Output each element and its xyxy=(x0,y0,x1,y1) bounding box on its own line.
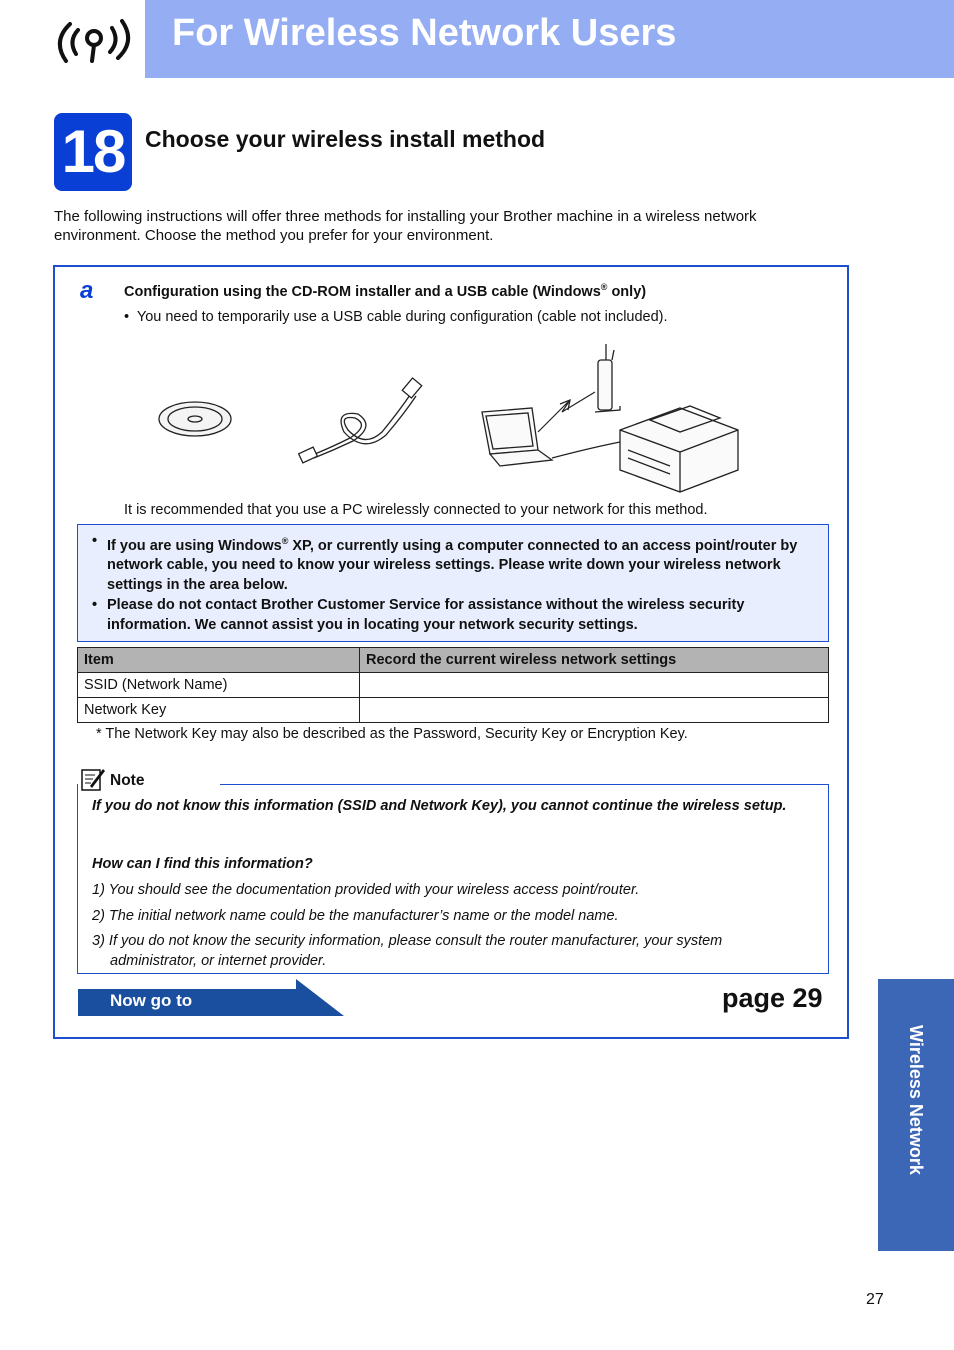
recommendation-text: It is recommended that you use a PC wirelessly connected to your network for this method. xyxy=(124,502,708,518)
cd-rom-icon xyxy=(159,402,231,436)
substep-letter: a xyxy=(80,277,94,304)
access-point-icon xyxy=(595,344,620,412)
wireless-icon xyxy=(52,16,136,66)
note-item-3: 3) If you do not know the security information, please consult the router manufacturer, your system administrator, or internet provider. xyxy=(92,933,723,969)
page-reference-link[interactable]: page 29 xyxy=(722,983,823,1013)
note-item-2: 2) The initial network name could be the manufacturer’s name or the model name. xyxy=(92,908,619,924)
note-question: How can I find this information? xyxy=(92,856,313,872)
table-header-row xyxy=(78,648,829,673)
step-number-badge: 18 xyxy=(54,113,132,191)
table-header-item: Item xyxy=(78,648,360,673)
table-cell-ssid-label: SSID (Network Name) xyxy=(78,673,360,698)
warning-item: • If you are using Windows® XP, or currently using a computer connected to an access point/router by network cable, you need to know your wireless settings. Please write down your wireless network settings in the area below. xyxy=(92,533,798,593)
warning-box xyxy=(77,524,829,642)
table-cell-ssid-value xyxy=(360,673,829,698)
table-cell-key-label: Network Key xyxy=(78,698,360,723)
note-box xyxy=(77,784,829,974)
printer-icon xyxy=(620,406,738,492)
page-number: 27 xyxy=(866,1291,884,1308)
table-header-record: Record the current wireless network settings xyxy=(360,648,829,673)
note-item-1: 1) You should see the documentation provided with your wireless access point/router. xyxy=(92,882,640,898)
connection-line xyxy=(552,442,620,458)
table-cell-key-value xyxy=(360,698,829,723)
step-title: Choose your wireless install method xyxy=(145,126,546,152)
now-go-to-label: Now go to xyxy=(110,991,193,1010)
wireless-settings-table xyxy=(77,647,829,723)
lightning-icon xyxy=(538,392,595,432)
table-row xyxy=(78,698,829,723)
usb-cable-icon xyxy=(299,378,422,463)
table-footnote: * The Network Key may also be described as the Password, Security Key or Encryption Key. xyxy=(96,726,688,742)
intro-paragraph: The following instructions will offer three methods for installing your Brother machine in a wireless network environment. Choose the method you prefer for your environment. xyxy=(54,208,757,244)
warning-item: • Please do not contact Brother Customer Service for assistance without the wireless security information. We cannot assist you in locating your network security settings. xyxy=(92,597,745,633)
side-tab-label: Wireless Network xyxy=(906,1025,926,1175)
substep-title: Configuration using the CD-ROM installer and a USB cable (Windows® only) xyxy=(124,282,647,300)
setup-illustration xyxy=(150,340,750,500)
laptop-icon xyxy=(482,408,552,466)
substep-bullet: • You need to temporarily use a USB cable during configuration (cable not included). xyxy=(124,309,668,325)
note-warning: If you do not know this information (SSID and Network Key), you cannot continue the wireless setup. xyxy=(92,798,787,814)
page-title: For Wireless Network Users xyxy=(172,12,677,54)
table-row xyxy=(78,673,829,698)
note-label: Note xyxy=(110,772,145,789)
